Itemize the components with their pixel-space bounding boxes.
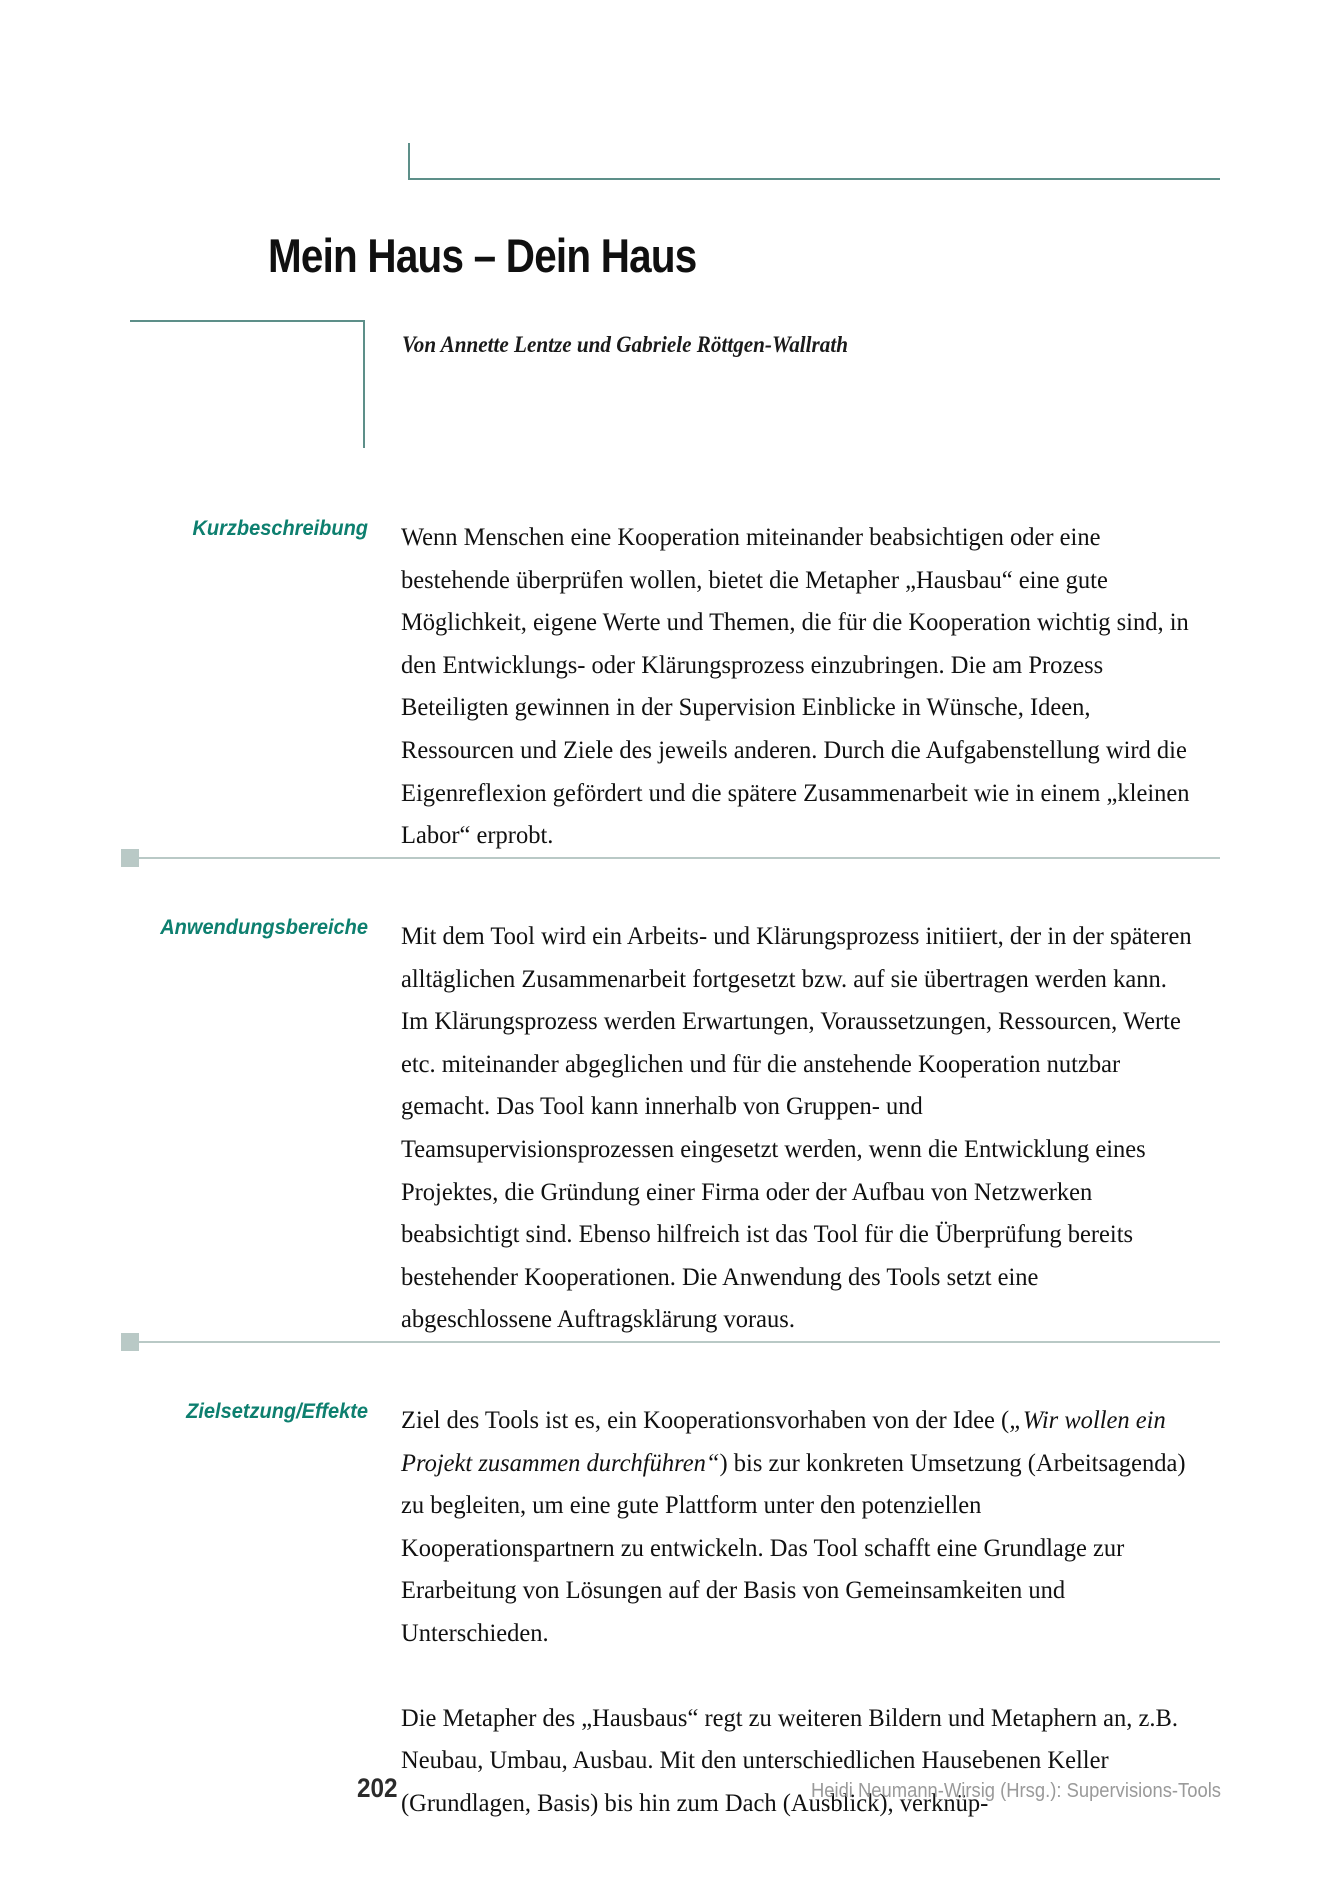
- footer-attribution: Heidi Neumann-Wirsig (Hrsg.): Supervisions-Tools: [810, 1780, 1221, 1802]
- byline: Von Annette Lentze und Gabriele Röttgen-Wallrath: [402, 332, 848, 358]
- title-bracket-vertical: [363, 320, 365, 448]
- page-title: Mein Haus – Dein Haus: [268, 229, 697, 282]
- paragraph-tail: ) bis zur konkreten Umsetzung (Arbeitsagenda) zu begleiten, um eine gute Plattform unter den potenziellen Kooperationspartnern zu entwickeln. Das Tool schafft eine Grundlage zur Erarbeitung von Lösungen auf der Basis von Gemeinsamkeiten und Unterschieden.: [401, 1448, 1186, 1647]
- header-rule-horizontal: [408, 178, 1220, 180]
- paragraph: Wenn Menschen eine Kooperation miteinander beabsichtigen oder eine bestehende überprüfen wollen, bietet die Metapher „Hausbau“ eine gute Möglichkeit, eigene Werte und Themen, die für die Kooperation wichtig sind, in den Entwicklungs- oder Klärungsprozess einzubringen. Die am Prozess Beteiligten gewinnen in der Supervision Einblicke in Wünsche, Ideen, Ressourcen und Ziele des jeweils anderen. Durch die Aufgabenstellung wird die Eigenreflexion gefördert und die spätere Zusammenarbeit wie in einem „kleinen Labor“ erprobt.: [401, 523, 1190, 850]
- section-label-kurzbeschreibung: Kurzbeschreibung: [192, 516, 368, 540]
- divider-cap-icon: [121, 1333, 139, 1351]
- header-rule-vertical-tick: [408, 143, 410, 180]
- section-divider-1: [130, 857, 1220, 859]
- paragraph-quote: „Wir wollen ein Projekt zusammen durchführen“: [401, 1406, 1166, 1477]
- title-bracket-horizontal: [130, 320, 365, 322]
- section-label-zielsetzung-effekte: Zielsetzung/Effekte: [186, 1399, 368, 1423]
- paragraph-lead: Ziel des Tools ist es, ein Kooperationsvorhaben von der Idee (: [401, 1406, 1010, 1434]
- section-body-zielsetzung-effekte: [401, 1399, 1192, 1824]
- divider-cap-icon: [121, 849, 139, 867]
- section-divider-2: [130, 1341, 1220, 1343]
- section-body-kurzbeschreibung: [401, 516, 1192, 857]
- paragraph: [401, 1399, 1192, 1655]
- paragraph: Mit dem Tool wird ein Arbeits- und Klärungsprozess initiiert, der in der späteren alltäglichen Zusammenarbeit fortgesetzt bzw. auf sie übertragen werden kann. Im Klärungsprozess werden Erwartungen, Voraussetzungen, Ressourcen, Werte etc. miteinander abgeglichen und für die anstehende Kooperation nutzbar gemacht. Das Tool kann innerhalb von Gruppen- und Teamsupervisionsprozessen eingesetzt werden, wenn die Entwicklung eines Projektes, die Gründung einer Firma oder der Aufbau von Netzwerken beabsichtigt sind. Ebenso hilfreich ist das Tool für die Überprüfung bereits bestehender Kooperationen. Die Anwendung des Tools setzt eine abgeschlossene Auftragsklärung voraus.: [401, 922, 1192, 1334]
- page-number: 202: [357, 1773, 398, 1803]
- section-label-anwendungsbereiche: Anwendungsbereiche: [160, 915, 368, 939]
- paragraph: Die Metapher des „Hausbaus“ regt zu weiteren Bildern und Metaphern an, z.B. Neubau, Umbau, Ausbau. Mit den unterschiedlichen Hausebenen Keller (Grundlagen, Basis) bis hin zum Dach (Ausblick), verknüp-: [401, 1703, 1178, 1817]
- section-body-anwendungsbereiche: [401, 915, 1192, 1341]
